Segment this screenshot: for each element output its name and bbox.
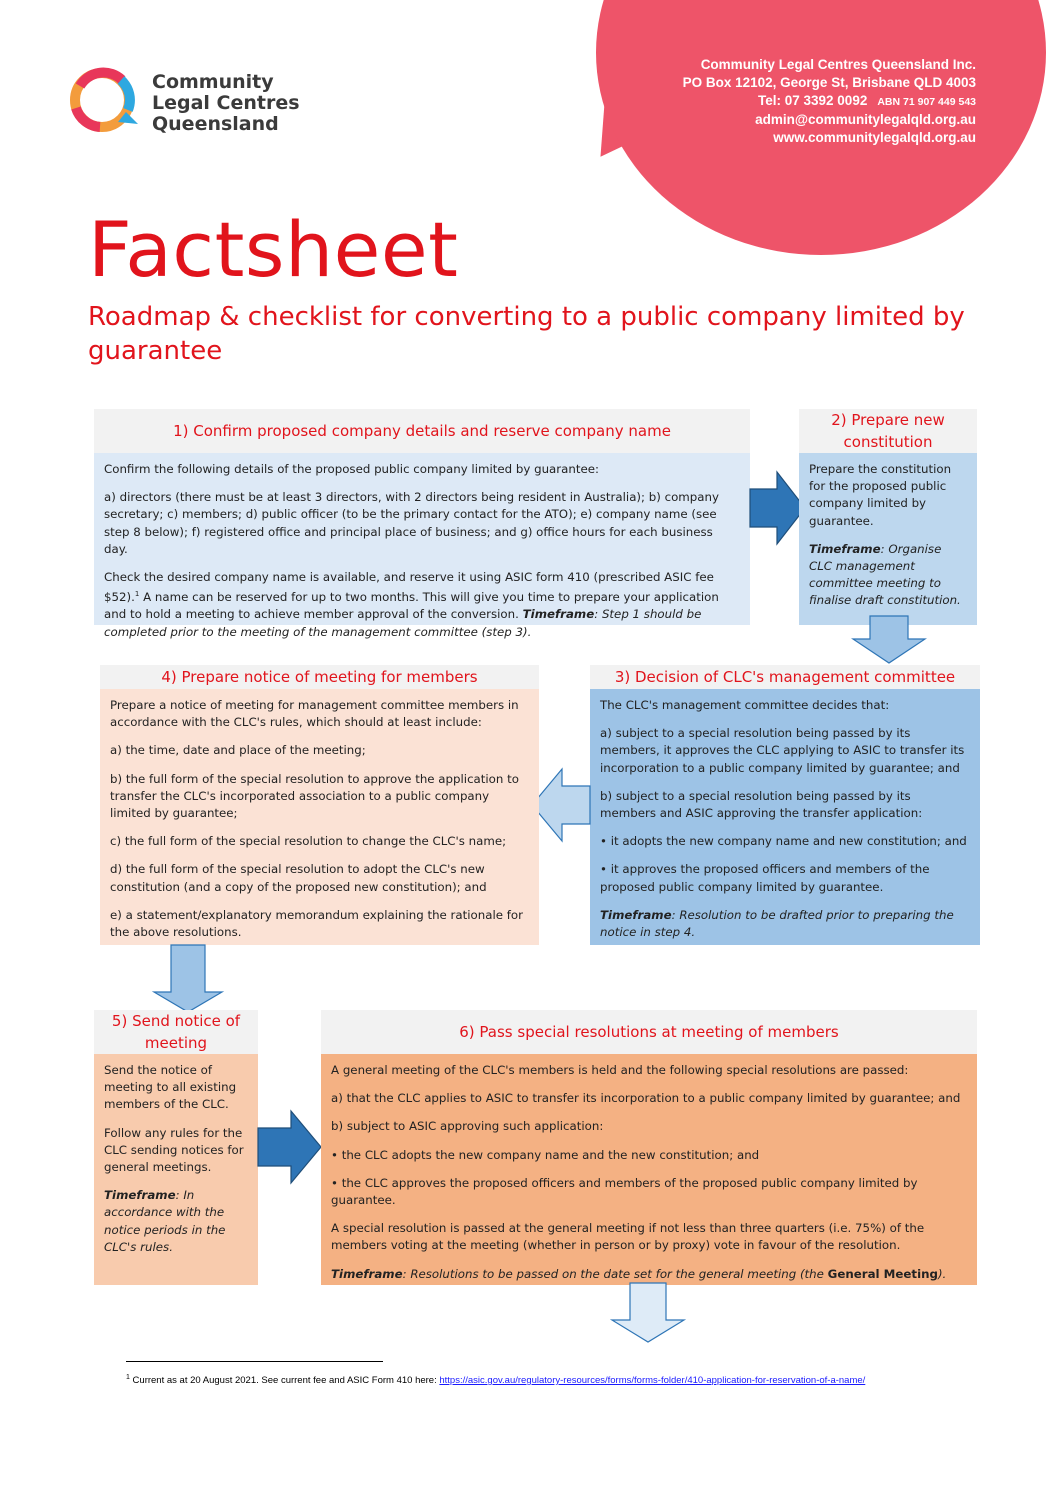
step-1-p3a: Check the desired company name is available, and reserve it using ASIC form 410 (prescribed ASIC fee $52). — [104, 570, 714, 605]
arrow-down-icon — [610, 1282, 686, 1344]
footnote-ref[interactable]: 1 — [134, 590, 140, 599]
contact-web[interactable]: www.communitylegalqld.org.au — [773, 130, 976, 145]
logo-line-2: Legal Centres — [152, 92, 300, 114]
step-5-p1: Send the notice of meeting to all existing members of the CLC. — [104, 1063, 237, 1112]
contact-details — [556, 56, 976, 147]
org-logo-text — [152, 72, 300, 135]
step-2-heading — [799, 409, 977, 453]
step-6-p6: A special resolution is passed at the general meeting if not less than three quarters (i.e. 75%) of the members voting at the meeting (whether in person or by proxy) vote in favour of the resolution. — [331, 1221, 925, 1253]
step-2-timeframe: Timeframe: Organise CLC management committee meeting to finalise draft constitution. — [809, 541, 961, 608]
step-3-p3: b) subject to a special resolution being passed by its members and ASIC approving the transfer application: — [600, 788, 923, 821]
step-6-heading — [321, 1010, 977, 1054]
step-1-body — [94, 453, 750, 639]
step-5-p2: Follow any rules for the CLC sending notices for general meetings. — [104, 1125, 244, 1175]
step-4-heading — [100, 665, 539, 689]
step-2-body — [799, 453, 977, 625]
step-2-p1: Prepare the constitution for the proposed public company limited by guarantee. — [809, 462, 952, 528]
step-4-p1: Prepare a notice of meeting for management committee members in accordance with the CLC's rules, which should at least include: — [110, 698, 519, 730]
step-5-title: 5) Send notice of meeting — [111, 1012, 241, 1052]
step-6-p5: • the CLC approves the proposed officers and members of the proposed public company limited by guarantee. — [331, 1175, 918, 1208]
step-6-body — [321, 1054, 977, 1285]
footnote-number: 1 — [126, 1374, 130, 1381]
step-6-p3: b) subject to ASIC approving such application: — [331, 1119, 604, 1134]
step-3-p4: • it adopts the new company name and new constitution; and — [600, 834, 967, 849]
footnote — [126, 1372, 946, 1387]
logo-line-1: Community — [152, 71, 274, 93]
step-5-timeframe: Timeframe: In accordance with the notice periods in the CLC's rules. — [104, 1188, 226, 1254]
step-4-p5: d) the full form of the special resolution to adopt the CLC's new constitution (and a copy of the proposed new constitution); and — [110, 862, 487, 894]
step-6-p4: • the CLC adopts the new company name and the new constitution; and — [331, 1147, 760, 1162]
arrow-down-icon — [152, 944, 224, 1014]
step-1-p3b: A name can be reserved for up to two months. This will give you time to prepare your application and to hold a meeting to achieve member approval of the conversion. — [104, 590, 719, 622]
step-6-title: 6) Pass special resolutions at meeting of members — [459, 1023, 839, 1041]
step-1-p3 — [104, 569, 740, 641]
step-6-timeframe: Timeframe: Resolutions to be passed on the date set for the general meeting (the General Meeting). — [331, 1266, 947, 1281]
step-1-title: 1) Confirm proposed company details and reserve company name — [173, 422, 671, 440]
step-3-p2: a) subject to a special resolution being passed by its members, it approves the CLC applying to ASIC to transfer its incorporation to a public company limited by guarantee; and — [600, 726, 965, 775]
contact-tel: Tel: 07 3392 0092 — [758, 93, 868, 108]
step-3-p5: • it approves the proposed officers and members of the proposed public company limited by guarantee. — [600, 862, 930, 894]
footnote-divider — [126, 1361, 383, 1362]
step-3-p1: The CLC's management committee decides that: — [600, 698, 890, 712]
step-4-p2: a) the time, date and place of the meeting; — [110, 743, 366, 758]
step-4-p6: e) a statement/explanatory memorandum explaining the rationale for the above resolutions. — [110, 907, 523, 940]
step-6-p2: a) that the CLC applies to ASIC to transfer its incorporation to a public company limited by guarantee; and — [331, 1091, 961, 1106]
step-4-title: 4) Prepare notice of meeting for members — [161, 668, 478, 686]
step-3-heading — [590, 665, 980, 689]
step-4-p4: c) the full form of the special resolution to change the CLC's name; — [110, 834, 507, 849]
step-4-body — [100, 689, 539, 945]
step-4-p3: b) the full form of the special resolution to approve the application to transfer the CLC's incorporated association to a public company limited by guarantee; — [110, 771, 519, 821]
step-2-title: 2) Prepare new constitution — [831, 411, 945, 451]
contact-address: PO Box 12102, George St, Brisbane QLD 4003 — [682, 75, 976, 90]
step-5-heading — [94, 1010, 258, 1054]
step-1-heading — [94, 409, 750, 453]
arrow-right-icon — [257, 1110, 323, 1184]
page-subtitle: Roadmap & checklist for converting to a public company limited by guarantee — [88, 302, 965, 366]
step-3-title: 3) Decision of CLC's management committee — [614, 668, 956, 686]
step-1-p2: a) directors (there must be at least 3 directors, with 2 directors being resident in Australia); b) company secretary; c) members; d) public officer (to be the primary contact for the ATO); e) company name (see step 8 below); f) registered office and principal place of business; and g) office hours for each business day. — [104, 490, 719, 556]
step-3-body — [590, 689, 980, 945]
step-3-timeframe: Timeframe: Resolution to be drafted prior to preparing the notice in step 4. — [600, 907, 954, 940]
footnote-link[interactable]: https://asic.gov.au/regulatory-resources/forms/forms-folder/410-application-for-reservation-of-a-name/ — [439, 1375, 866, 1387]
step-1-timeframe: Timeframe: Step 1 should be completed prior to the meeting of the management committee (step 3). — [104, 607, 702, 639]
page-title: Factsheet — [88, 205, 459, 294]
arrow-left-icon — [530, 768, 592, 842]
clcq-logo-icon — [66, 66, 142, 136]
logo-line-3: Queensland — [152, 113, 279, 135]
contact-email[interactable]: admin@communitylegalqld.org.au — [755, 112, 976, 127]
contact-abn: ABN 71 907 449 543 — [877, 96, 976, 108]
arrow-down-icon — [851, 615, 927, 665]
step-1-p1: Confirm the following details of the proposed public company limited by guarantee: — [104, 462, 599, 476]
step-5-body — [94, 1054, 258, 1285]
step-6-p1: A general meeting of the CLC's members is held and the following special resolutions are passed: — [331, 1063, 909, 1077]
footnote-text: Current as at 20 August 2021. See current fee and ASIC Form 410 here: — [129, 1375, 440, 1387]
contact-org: Community Legal Centres Queensland Inc. — [700, 57, 976, 72]
